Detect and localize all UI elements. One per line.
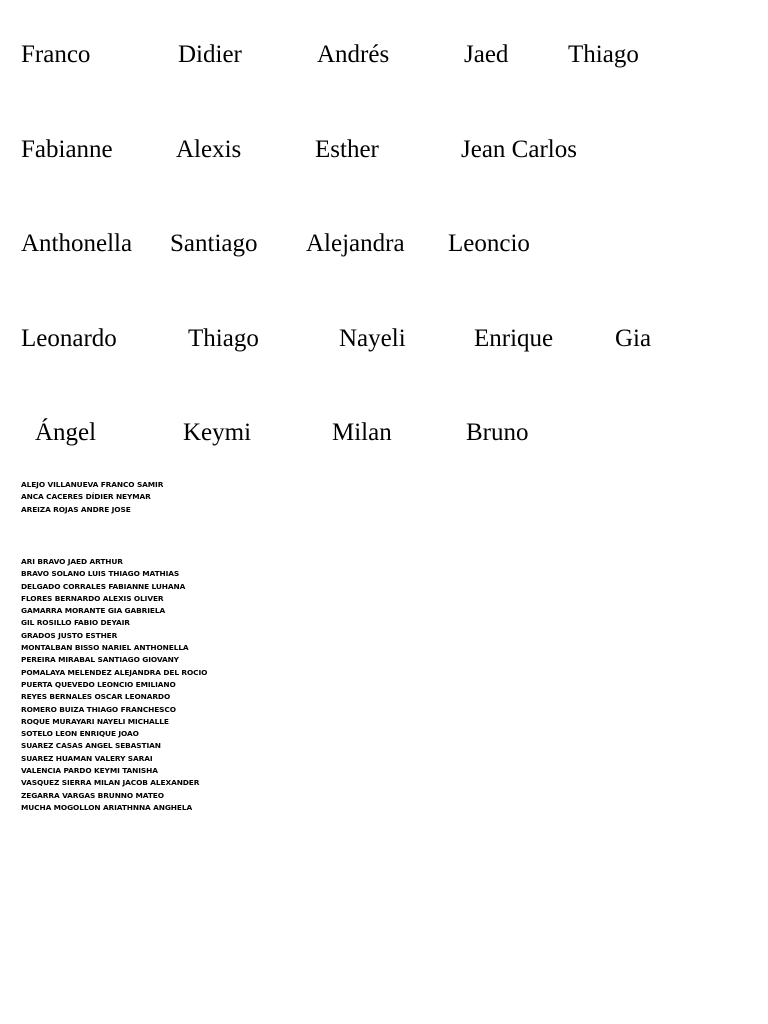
- list-item: AREIZA ROJAS ANDRE JOSE: [21, 504, 131, 514]
- list-item: GRADOS JUSTO ESTHER: [21, 630, 118, 640]
- list-item: SUAREZ HUAMAN VALERY SARAI: [21, 753, 153, 763]
- name-label: Leonardo: [21, 325, 117, 352]
- list-item: ANCA CACERES DÍDIER NEYMAR: [21, 492, 151, 502]
- list-item: DELGADO CORRALES FABIANNE LUHANA: [21, 581, 186, 591]
- list-item: GIL ROSILLO FABIO DEYAIR: [21, 618, 130, 628]
- list-item: MUCHA MOGOLLON ARIATHNNA ANGHELA: [21, 802, 193, 812]
- name-row-4: [0, 324, 768, 364]
- name-label: Franco: [21, 41, 91, 68]
- name-label: Enrique: [474, 325, 554, 352]
- list-item: ARI BRAVO JAED ARTHUR: [21, 557, 123, 566]
- name-label: Keymi: [183, 419, 252, 446]
- list-item: PUERTA QUEVEDO LEONCIO EMILIANO: [21, 679, 176, 689]
- name-label: Alexis: [176, 136, 242, 163]
- list-item: VALENCIA PARDO KEYMI TANISHA: [21, 766, 158, 776]
- list-item: FLORES BERNARDO ALEXIS OLIVER: [21, 593, 164, 603]
- name-row-3: [0, 229, 768, 269]
- name-label: Bruno: [466, 419, 529, 446]
- name-row-1: [0, 40, 768, 80]
- student-roster-main: [21, 556, 207, 814]
- list-item: MONTALBAN BISSO NARIEL ANTHONELLA: [21, 643, 189, 653]
- name-label: Santiago: [170, 230, 258, 257]
- name-row-2: [0, 135, 768, 175]
- name-label: Fabianne: [21, 136, 113, 163]
- name-row-5: [0, 418, 768, 458]
- name-label: Anthonella: [21, 230, 133, 257]
- name-label: Nayeli: [339, 325, 406, 352]
- list-item: GAMARRA MORANTE GIA GABRIELA: [21, 606, 166, 616]
- list-item: ROMERO BUIZA THIAGO FRANCHESCO: [21, 704, 176, 714]
- list-item: VASQUEZ SIERRA MILAN JACOB ALEXANDER: [21, 778, 200, 788]
- list-item: ROQUE MURAYARI NAYELI MICHALLE: [21, 716, 169, 726]
- student-roster-top: [21, 479, 163, 516]
- list-item: SUAREZ CASAS ANGEL SEBASTIAN: [21, 741, 161, 751]
- list-item: SOTELO LEON ENRIQUE JOAO: [21, 729, 139, 739]
- name-label: Jaed: [464, 41, 509, 68]
- list-item: ZEGARRA VARGAS BRUNNO MATEO: [21, 790, 164, 800]
- name-label: Ángel: [35, 419, 97, 446]
- name-label: Thiago: [568, 41, 639, 68]
- name-label: Thiago: [188, 325, 259, 352]
- name-label: Didier: [178, 41, 242, 68]
- name-label: Jean Carlos: [461, 136, 577, 163]
- list-item: POMALAYA MELENDEZ ALEJANDRA DEL ROCIO: [21, 667, 208, 677]
- name-label: Andrés: [317, 41, 390, 68]
- list-item: BRAVO SOLANO LUIS THIAGO MATHIAS: [21, 569, 180, 579]
- name-label: Esther: [315, 136, 379, 163]
- name-label: Alejandra: [306, 230, 405, 257]
- name-label: Gia: [615, 325, 652, 352]
- name-label: Milan: [332, 419, 392, 446]
- list-item: ALEJO VILLANUEVA FRANCO SAMIR: [21, 480, 164, 489]
- list-item: PEREIRA MIRABAL SANTIAGO GIOVANY: [21, 655, 179, 665]
- name-label: Leoncio: [448, 230, 530, 257]
- list-item: REYES BERNALES OSCAR LEONARDO: [21, 692, 171, 702]
